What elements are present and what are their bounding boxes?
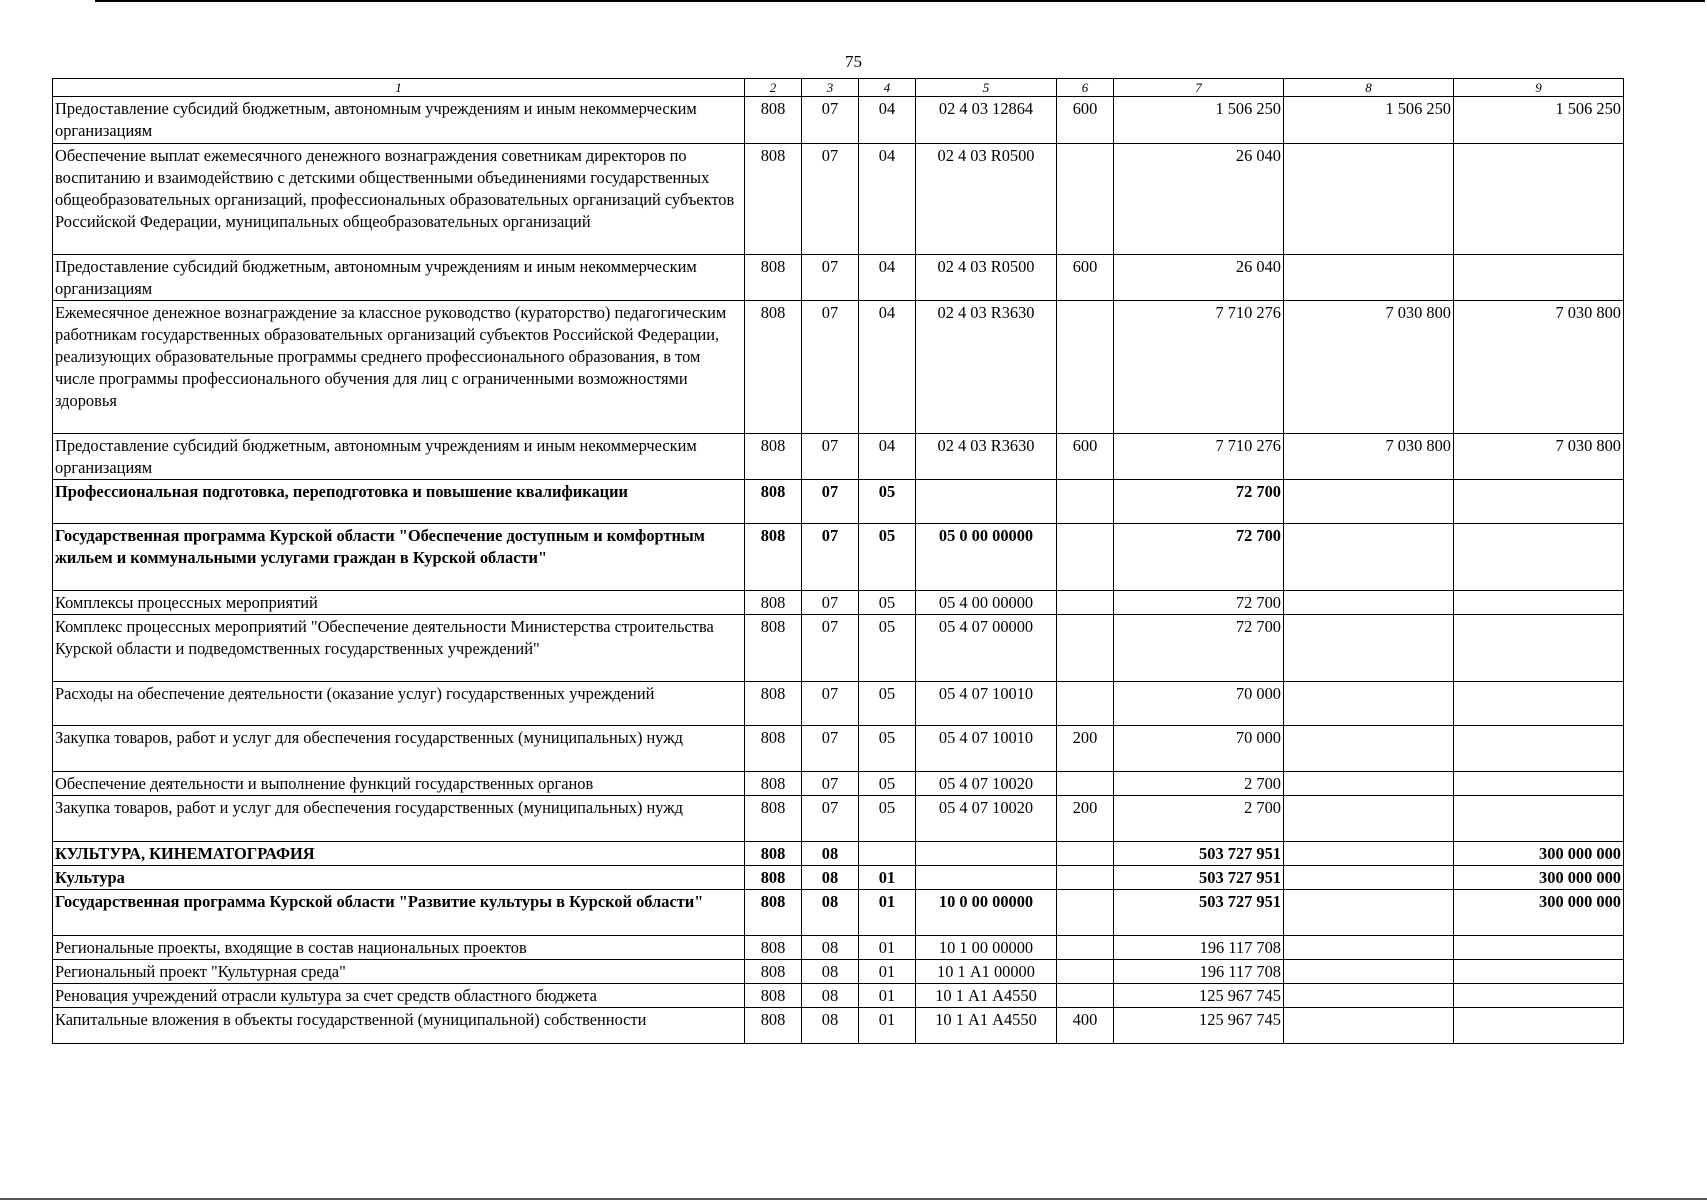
target-article-cell [916, 866, 1057, 890]
top-border-line [95, 0, 1705, 2]
razdel-cell: 07 [802, 255, 859, 301]
table-row [53, 144, 1624, 255]
podrazdel-cell: 04 [859, 434, 916, 480]
amount-col8-cell [1284, 615, 1454, 682]
podrazdel-cell: 01 [859, 890, 916, 936]
amount-col7-cell: 26 040 [1114, 144, 1284, 255]
expense-type-cell: 400 [1057, 1008, 1114, 1044]
glava-cell: 808 [745, 615, 802, 682]
expense-type-cell [1057, 866, 1114, 890]
amount-col8-cell: 7 030 800 [1284, 301, 1454, 434]
target-article-cell: 02 4 03 R0500 [916, 144, 1057, 255]
target-article-cell: 05 4 07 10020 [916, 772, 1057, 796]
row-name-cell: Реновация учреждений отрасли культура за счет средств областного бюджета [53, 984, 745, 1008]
expense-type-cell [1057, 591, 1114, 615]
target-article-cell: 05 4 07 00000 [916, 615, 1057, 682]
expense-type-cell [1057, 301, 1114, 434]
row-name-cell: Комплексы процессных мероприятий [53, 591, 745, 615]
podrazdel-cell: 05 [859, 726, 916, 772]
podrazdel-cell: 01 [859, 1008, 916, 1044]
col-header: 8 [1284, 79, 1454, 97]
amount-col7-cell: 72 700 [1114, 524, 1284, 591]
razdel-cell: 08 [802, 890, 859, 936]
row-name-cell: Государственная программа Курской области "Развитие культуры в Курской области" [53, 890, 745, 936]
row-name-cell: Расходы на обеспечение деятельности (оказание услуг) государственных учреждений [53, 682, 745, 726]
amount-col8-cell [1284, 984, 1454, 1008]
amount-col8-cell [1284, 1008, 1454, 1044]
razdel-cell: 08 [802, 984, 859, 1008]
amount-col7-cell: 7 710 276 [1114, 434, 1284, 480]
amount-col8-cell [1284, 480, 1454, 524]
col-header: 4 [859, 79, 916, 97]
amount-col9-cell [1454, 960, 1624, 984]
amount-col8-cell [1284, 960, 1454, 984]
expense-type-cell: 200 [1057, 796, 1114, 842]
podrazdel-cell: 01 [859, 866, 916, 890]
target-article-cell: 02 4 03 R3630 [916, 301, 1057, 434]
amount-col8-cell [1284, 890, 1454, 936]
target-article-cell: 02 4 03 R0500 [916, 255, 1057, 301]
glava-cell: 808 [745, 255, 802, 301]
col-header: 6 [1057, 79, 1114, 97]
glava-cell: 808 [745, 97, 802, 144]
table-row [53, 682, 1624, 726]
amount-col7-cell: 503 727 951 [1114, 866, 1284, 890]
glava-cell: 808 [745, 301, 802, 434]
amount-col7-cell: 125 967 745 [1114, 984, 1284, 1008]
amount-col7-cell: 503 727 951 [1114, 890, 1284, 936]
glava-cell: 808 [745, 890, 802, 936]
razdel-cell: 07 [802, 591, 859, 615]
razdel-cell: 08 [802, 866, 859, 890]
amount-col7-cell: 503 727 951 [1114, 842, 1284, 866]
amount-col7-cell: 7 710 276 [1114, 301, 1284, 434]
amount-col9-cell [1454, 682, 1624, 726]
amount-col8-cell [1284, 772, 1454, 796]
razdel-cell: 07 [802, 434, 859, 480]
table-row [53, 936, 1624, 960]
table-row [53, 890, 1624, 936]
podrazdel-cell: 01 [859, 936, 916, 960]
amount-col9-cell [1454, 255, 1624, 301]
glava-cell: 808 [745, 772, 802, 796]
amount-col9-cell [1454, 772, 1624, 796]
target-article-cell: 05 4 00 00000 [916, 591, 1057, 615]
amount-col8-cell [1284, 936, 1454, 960]
target-article-cell: 02 4 03 R3630 [916, 434, 1057, 480]
expense-type-cell [1057, 615, 1114, 682]
row-name-cell: Закупка товаров, работ и услуг для обеспечения государственных (муниципальных) нужд [53, 726, 745, 772]
razdel-cell: 07 [802, 480, 859, 524]
amount-col8-cell: 7 030 800 [1284, 434, 1454, 480]
expense-type-cell [1057, 524, 1114, 591]
table-row [53, 434, 1624, 480]
amount-col9-cell [1454, 591, 1624, 615]
glava-cell: 808 [745, 960, 802, 984]
amount-col9-cell [1454, 984, 1624, 1008]
amount-col9-cell [1454, 615, 1624, 682]
podrazdel-cell: 05 [859, 796, 916, 842]
table-row [53, 726, 1624, 772]
expense-type-cell [1057, 144, 1114, 255]
expense-type-cell [1057, 960, 1114, 984]
table-row [53, 591, 1624, 615]
podrazdel-cell: 01 [859, 960, 916, 984]
target-article-cell [916, 480, 1057, 524]
amount-col9-cell [1454, 726, 1624, 772]
row-name-cell: Профессиональная подготовка, переподготовка и повышение квалификации [53, 480, 745, 524]
table-row [53, 615, 1624, 682]
row-name-cell: КУЛЬТУРА, КИНЕМАТОГРАФИЯ [53, 842, 745, 866]
amount-col9-cell: 7 030 800 [1454, 434, 1624, 480]
table-row [53, 984, 1624, 1008]
glava-cell: 808 [745, 524, 802, 591]
table-row [53, 866, 1624, 890]
table-row [53, 255, 1624, 301]
row-name-cell: Региональный проект "Культурная среда" [53, 960, 745, 984]
budget-table [52, 78, 1624, 1044]
podrazdel-cell: 04 [859, 301, 916, 434]
razdel-cell: 07 [802, 97, 859, 144]
row-name-cell: Предоставление субсидий бюджетным, автономным учреждениям и иным некоммерческим организациям [53, 97, 745, 144]
expense-type-cell [1057, 772, 1114, 796]
amount-col7-cell: 2 700 [1114, 772, 1284, 796]
target-article-cell: 10 0 00 00000 [916, 890, 1057, 936]
target-article-cell: 10 1 А1 А4550 [916, 984, 1057, 1008]
row-name-cell: Капитальные вложения в объекты государственной (муниципальной) собственности [53, 1008, 745, 1044]
row-name-cell: Предоставление субсидий бюджетным, автономным учреждениям и иным некоммерческим организациям [53, 255, 745, 301]
amount-col8-cell [1284, 726, 1454, 772]
podrazdel-cell: 05 [859, 772, 916, 796]
amount-col9-cell: 300 000 000 [1454, 866, 1624, 890]
podrazdel-cell: 04 [859, 144, 916, 255]
podrazdel-cell: 04 [859, 97, 916, 144]
glava-cell: 808 [745, 796, 802, 842]
glava-cell: 808 [745, 434, 802, 480]
amount-col9-cell [1454, 936, 1624, 960]
target-article-cell: 10 1 А1 00000 [916, 960, 1057, 984]
expense-type-cell: 600 [1057, 97, 1114, 144]
razdel-cell: 07 [802, 796, 859, 842]
amount-col7-cell: 2 700 [1114, 796, 1284, 842]
amount-col7-cell: 125 967 745 [1114, 1008, 1284, 1044]
table-row [53, 524, 1624, 591]
glava-cell: 808 [745, 866, 802, 890]
podrazdel-cell: 04 [859, 255, 916, 301]
table-row [53, 842, 1624, 866]
amount-col8-cell [1284, 144, 1454, 255]
razdel-cell: 08 [802, 960, 859, 984]
amount-col8-cell [1284, 796, 1454, 842]
table-row [53, 97, 1624, 144]
row-name-cell: Закупка товаров, работ и услуг для обеспечения государственных (муниципальных) нужд [53, 796, 745, 842]
razdel-cell: 07 [802, 615, 859, 682]
glava-cell: 808 [745, 936, 802, 960]
podrazdel-cell: 05 [859, 615, 916, 682]
target-article-cell: 05 4 07 10020 [916, 796, 1057, 842]
podrazdel-cell: 05 [859, 524, 916, 591]
row-name-cell: Государственная программа Курской области "Обеспечение доступным и комфортным жильем и коммунальными услугами граждан в Курской области" [53, 524, 745, 591]
col-header: 2 [745, 79, 802, 97]
podrazdel-cell: 05 [859, 591, 916, 615]
amount-col8-cell [1284, 866, 1454, 890]
table-row [53, 960, 1624, 984]
amount-col9-cell: 300 000 000 [1454, 890, 1624, 936]
amount-col9-cell [1454, 1008, 1624, 1044]
header-row [53, 79, 1624, 97]
amount-col7-cell: 1 506 250 [1114, 97, 1284, 144]
col-header: 7 [1114, 79, 1284, 97]
page-number: 75 [845, 52, 862, 71]
razdel-cell: 08 [802, 842, 859, 866]
amount-col9-cell [1454, 796, 1624, 842]
row-name-cell: Обеспечение деятельности и выполнение функций государственных органов [53, 772, 745, 796]
amount-col8-cell [1284, 842, 1454, 866]
expense-type-cell [1057, 936, 1114, 960]
glava-cell: 808 [745, 842, 802, 866]
razdel-cell: 07 [802, 772, 859, 796]
amount-col7-cell: 72 700 [1114, 591, 1284, 615]
razdel-cell: 07 [802, 726, 859, 772]
amount-col8-cell [1284, 255, 1454, 301]
target-article-cell: 05 0 00 00000 [916, 524, 1057, 591]
amount-col9-cell [1454, 144, 1624, 255]
podrazdel-cell: 05 [859, 480, 916, 524]
glava-cell: 808 [745, 144, 802, 255]
amount-col7-cell: 72 700 [1114, 615, 1284, 682]
table-row [53, 301, 1624, 434]
col-header: 5 [916, 79, 1057, 97]
amount-col9-cell: 7 030 800 [1454, 301, 1624, 434]
target-article-cell: 10 1 00 00000 [916, 936, 1057, 960]
row-name-cell: Ежемесячное денежное вознаграждение за классное руководство (кураторство) педагогическим работникам государственных образовательных организаций субъектов Российской Федерации, реализующих образовательные программы среднего профессионального образования, в том числе программы профессионального обучения для лиц с ограниченными возможностями здоровья [53, 301, 745, 434]
col-header: 3 [802, 79, 859, 97]
target-article-cell: 05 4 07 10010 [916, 726, 1057, 772]
target-article-cell: 02 4 03 12864 [916, 97, 1057, 144]
target-article-cell: 10 1 А1 А4550 [916, 1008, 1057, 1044]
expense-type-cell [1057, 842, 1114, 866]
podrazdel-cell: 01 [859, 984, 916, 1008]
amount-col8-cell [1284, 524, 1454, 591]
razdel-cell: 07 [802, 524, 859, 591]
expense-type-cell: 200 [1057, 726, 1114, 772]
target-article-cell: 05 4 07 10010 [916, 682, 1057, 726]
amount-col7-cell: 26 040 [1114, 255, 1284, 301]
amount-col7-cell: 70 000 [1114, 726, 1284, 772]
glava-cell: 808 [745, 480, 802, 524]
table-row [53, 480, 1624, 524]
podrazdel-cell [859, 842, 916, 866]
amount-col8-cell [1284, 682, 1454, 726]
amount-col9-cell [1454, 480, 1624, 524]
target-article-cell [916, 842, 1057, 866]
amount-col9-cell: 1 506 250 [1454, 97, 1624, 144]
amount-col8-cell: 1 506 250 [1284, 97, 1454, 144]
table-row [53, 796, 1624, 842]
amount-col7-cell: 196 117 708 [1114, 960, 1284, 984]
amount-col9-cell: 300 000 000 [1454, 842, 1624, 866]
razdel-cell: 08 [802, 1008, 859, 1044]
glava-cell: 808 [745, 984, 802, 1008]
amount-col7-cell: 72 700 [1114, 480, 1284, 524]
razdel-cell: 07 [802, 682, 859, 726]
razdel-cell: 08 [802, 936, 859, 960]
row-name-cell: Обеспечение выплат ежемесячного денежного вознаграждения советникам директоров по воспитанию и взаимодействию с детскими общественными объединениями государственных общеобразовательных организаций, профессиональных образовательных организаций субъектов Российской Федерации, муниципальных общеобразовательных организаций [53, 144, 745, 255]
glava-cell: 808 [745, 1008, 802, 1044]
glava-cell: 808 [745, 682, 802, 726]
amount-col9-cell [1454, 524, 1624, 591]
razdel-cell: 07 [802, 301, 859, 434]
row-name-cell: Комплекс процессных мероприятий "Обеспечение деятельности Министерства строительства Курской области и подведомственных государственных учреждений" [53, 615, 745, 682]
expense-type-cell [1057, 480, 1114, 524]
amount-col7-cell: 70 000 [1114, 682, 1284, 726]
expense-type-cell: 600 [1057, 434, 1114, 480]
col-header: 9 [1454, 79, 1624, 97]
row-name-cell: Предоставление субсидий бюджетным, автономным учреждениям и иным некоммерческим организациям [53, 434, 745, 480]
glava-cell: 808 [745, 591, 802, 615]
table-row [53, 772, 1624, 796]
podrazdel-cell: 05 [859, 682, 916, 726]
table-row [53, 1008, 1624, 1044]
expense-type-cell [1057, 984, 1114, 1008]
razdel-cell: 07 [802, 144, 859, 255]
expense-type-cell [1057, 890, 1114, 936]
expense-type-cell [1057, 682, 1114, 726]
amount-col8-cell [1284, 591, 1454, 615]
row-name-cell: Культура [53, 866, 745, 890]
expense-type-cell: 600 [1057, 255, 1114, 301]
col-header: 1 [53, 79, 745, 97]
row-name-cell: Региональные проекты, входящие в состав национальных проектов [53, 936, 745, 960]
glava-cell: 808 [745, 726, 802, 772]
amount-col7-cell: 196 117 708 [1114, 936, 1284, 960]
